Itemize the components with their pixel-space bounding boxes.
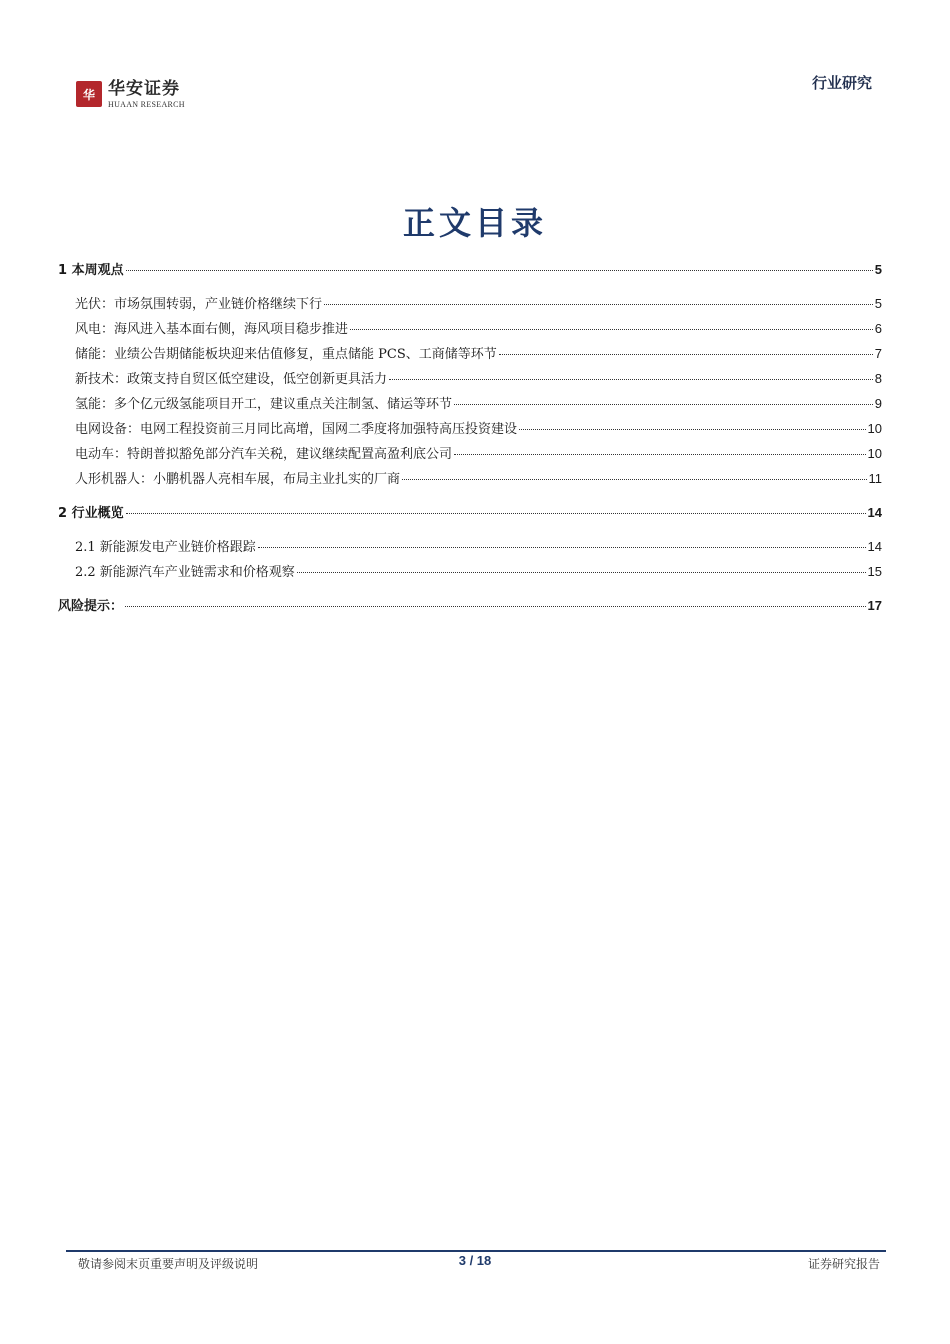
toc-entry[interactable] <box>58 260 882 280</box>
toc-entry-page: 14 <box>867 505 882 520</box>
toc-entry-page: 9 <box>874 396 882 411</box>
toc-entry-page: 11 <box>868 471 882 486</box>
toc-leader-dots <box>402 479 866 480</box>
toc-entry-page: 5 <box>874 262 882 277</box>
toc-entry-page: 10 <box>867 421 882 436</box>
seal-icon: 华 <box>76 81 102 107</box>
toc-leader-dots <box>258 547 866 548</box>
toc-entry[interactable] <box>75 419 882 439</box>
toc-entry[interactable] <box>75 344 882 364</box>
toc-entry[interactable] <box>75 444 882 464</box>
toc-entry[interactable] <box>75 562 882 582</box>
toc-entry-page: 10 <box>867 446 882 461</box>
company-logo <box>76 80 185 110</box>
toc-leader-dots <box>454 404 873 405</box>
toc-entry[interactable] <box>75 294 882 314</box>
toc-entry-text: 电动车：特朗普拟豁免部分汽车关税，建议继续配置高盈利底公司 <box>75 447 453 462</box>
toc-entry-page: 5 <box>874 296 882 311</box>
toc-entry[interactable] <box>75 469 882 489</box>
report-type: 证券研究报告 <box>807 1257 880 1271</box>
toc-entry-page: 17 <box>867 598 882 613</box>
toc-entry[interactable] <box>75 369 882 389</box>
toc-entry-page: 7 <box>874 346 882 361</box>
toc-entry-text: 人形机器人：小鹏机器人亮相车展，布局主业扎实的厂商 <box>75 472 401 487</box>
toc-leader-dots <box>125 606 866 607</box>
toc-leader-dots <box>454 454 866 455</box>
toc-leader-dots <box>324 304 873 305</box>
toc-entry[interactable] <box>75 319 882 339</box>
toc-leader-dots <box>499 354 873 355</box>
logo-chinese-name: 华安证券 <box>108 79 180 99</box>
toc-leader-dots <box>389 379 873 380</box>
toc-entry-text: 电网设备：电网工程投资前三月同比高增，国网二季度将加强特高压投资建设 <box>75 422 518 437</box>
toc-leader-dots <box>126 513 866 514</box>
toc-entry-text: 光伏：市场氛围转弱，产业链价格继续下行 <box>75 297 323 312</box>
footer-divider <box>66 1250 886 1252</box>
toc-entry[interactable] <box>58 596 882 616</box>
toc-leader-dots <box>350 329 873 330</box>
toc-entry-text: 2.2 新能源汽车产业链需求和价格观察 <box>75 565 295 580</box>
toc-entry-page: 8 <box>874 371 882 386</box>
toc-entry-text: 1 本周观点 <box>58 263 124 278</box>
toc-leader-dots <box>519 429 866 430</box>
toc-entry-text: 新技术：政策支持自贸区低空建设，低空创新更具活力 <box>75 372 388 387</box>
toc-entry-page: 6 <box>874 321 882 336</box>
toc-entry-page: 14 <box>867 539 882 554</box>
page-header <box>0 0 950 120</box>
toc-entry-text: 氢能：多个亿元级氢能项目开工，建议重点关注制氢、储运等环节 <box>75 397 453 412</box>
toc-entry-text: 风电：海风进入基本面右侧，海风项目稳步推进 <box>75 322 349 337</box>
footer-disclaimer: 敬请参阅末页重要声明及评级说明 <box>78 1257 259 1271</box>
toc-title: 正文目录 <box>402 204 547 242</box>
toc-entry-text: 风险提示： <box>58 599 124 614</box>
toc-leader-dots <box>126 270 873 271</box>
logo-text <box>108 80 185 110</box>
toc-entry-text: 储能：业绩公告期储能板块迎来估值修复，重点储能 PCS、工商储等环节 <box>75 347 497 362</box>
logo-english-name: HUAAN RESEARCH <box>108 100 185 109</box>
toc-entry[interactable] <box>58 503 882 523</box>
toc-entry-text: 2 行业概览 <box>58 506 124 521</box>
toc-entry-text: 2.1 新能源发电产业链价格跟踪 <box>75 540 256 555</box>
toc-entry[interactable] <box>75 394 882 414</box>
report-category: 行业研究 <box>811 74 872 92</box>
toc-entry-page: 15 <box>867 564 882 579</box>
page-indicator: 3 / 18 <box>458 1253 492 1268</box>
toc-leader-dots <box>297 572 866 573</box>
toc-entry[interactable] <box>75 537 882 557</box>
